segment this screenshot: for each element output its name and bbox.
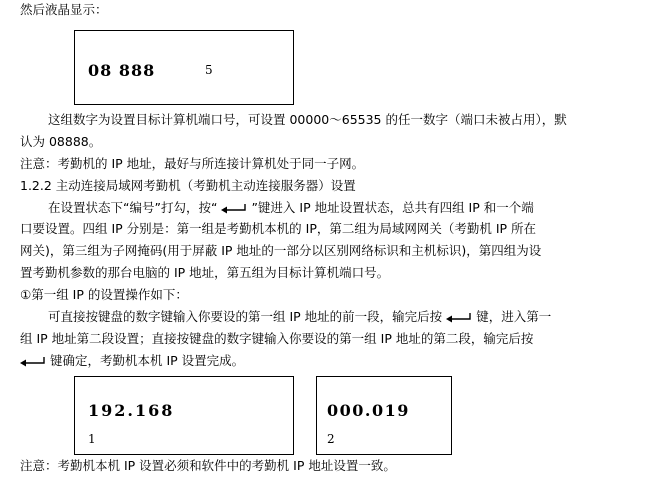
enter-key-icon bbox=[444, 312, 474, 324]
lcd-port-display bbox=[74, 30, 294, 105]
enter-key-icon bbox=[219, 203, 249, 215]
lcd-ip1-main: 192.168 bbox=[88, 401, 175, 420]
note-subnet: 注意：考勤机的 IP 地址，最好与所连接计算机处于同一子网。 bbox=[20, 156, 365, 171]
para3-line2: 组 IP 地址第二段设置；直接按键盘的数字键输入你要设的第一组 IP 地址的第二段，输完后按 bbox=[20, 331, 534, 346]
para1-line1: 这组数字为设置目标计算机端口号，可设置 00000～65535 的任一数字（端口未被占用），默 bbox=[48, 112, 567, 127]
lcd-port-main: 08 888 bbox=[88, 61, 156, 80]
para2-line1 bbox=[48, 200, 534, 216]
para2-line1-a: 在设置状态下“编号”打勾，按“ bbox=[48, 200, 218, 215]
para2-line2: 口要设置。四组 IP 分别是：第一组是考勤机本机的 IP，第二组为局域网网关（考勤机 IP 所在 bbox=[20, 221, 537, 236]
para2-line4: 置考勤机参数的那台电脑的 IP 地址，第五组为目标计算机端口号。 bbox=[20, 265, 390, 280]
lcd-ip-second-segment bbox=[316, 376, 452, 455]
para3-line3 bbox=[16, 353, 244, 369]
para3-line1-a: 可直接按键盘的数字键输入你要设的第一组 IP 地址的前一段，输完后按 bbox=[48, 309, 443, 324]
enter-key-icon bbox=[18, 356, 48, 368]
note-ip-consistency: 注意：考勤机本机 IP 设置必须和软件中的考勤机 IP 地址设置一致。 bbox=[20, 458, 396, 473]
lcd-ip2-sub: 2 bbox=[327, 432, 335, 446]
para2-line1-b: ”键进入 IP 地址设置状态，总共有四组 IP 和一个端 bbox=[251, 200, 534, 215]
para1-line2: 认为 08888。 bbox=[20, 134, 102, 149]
para2-line3: 网关)，第三组为子网掩码(用于屏蔽 IP 地址的一部分以区别网络标识和主机标识)，第四组为设 bbox=[20, 243, 542, 258]
para3-line1 bbox=[48, 309, 551, 325]
header-line: 然后液晶显示： bbox=[20, 2, 108, 17]
lcd-ip1-sub: 1 bbox=[88, 432, 96, 446]
para3-line3-b: 键确定，考勤机本机 IP 设置完成。 bbox=[50, 353, 245, 368]
lcd-ip2-main: 000.019 bbox=[327, 401, 410, 420]
step1-title: ①第一组 IP 的设置操作如下： bbox=[20, 287, 188, 302]
para3-line1-b: 键，进入第一 bbox=[476, 309, 552, 324]
lcd-ip-first-segment bbox=[74, 376, 294, 455]
lcd-port-sub: 5 bbox=[205, 63, 213, 77]
section-title: 1.2.2 主动连接局域网考勤机（考勤机主动连接服务器）设置 bbox=[20, 178, 356, 193]
